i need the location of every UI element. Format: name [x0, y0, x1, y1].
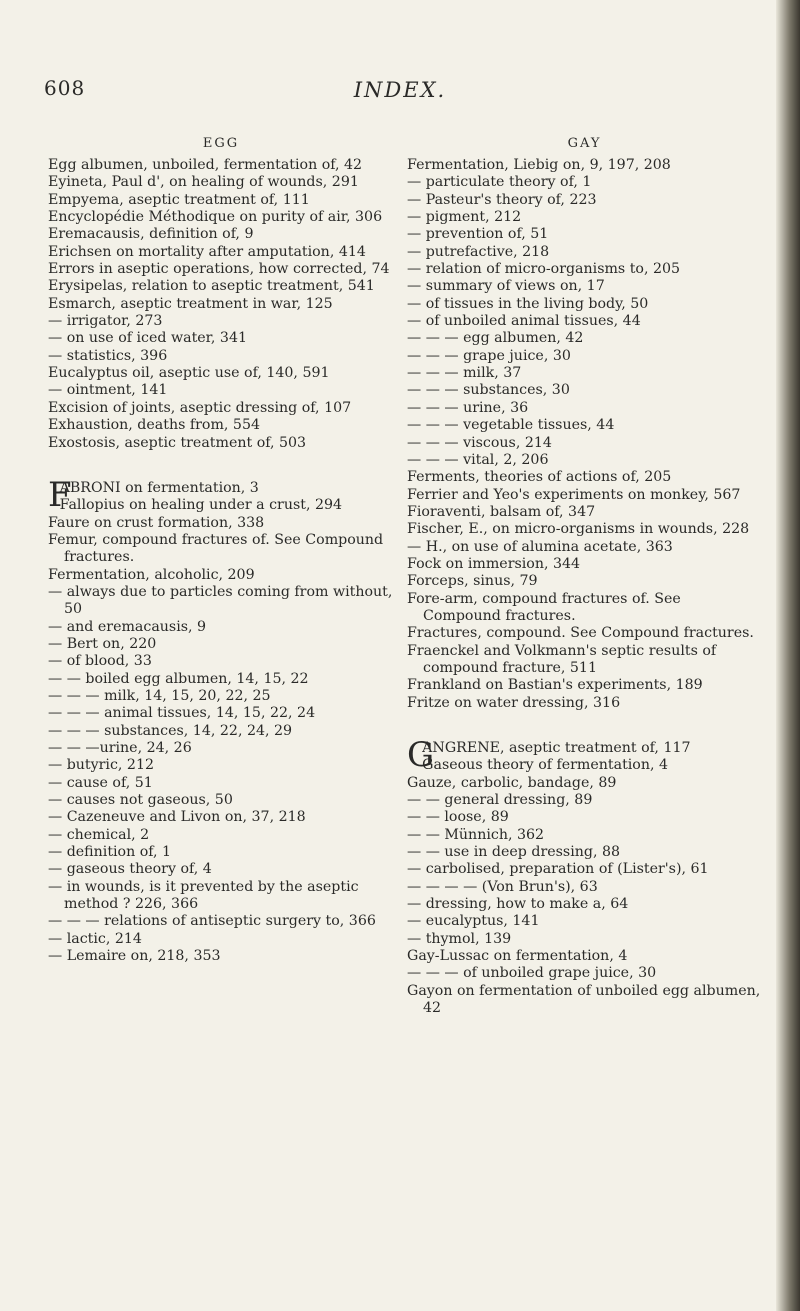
running-title: INDEX. — [353, 78, 447, 102]
e-entries — [48, 157, 394, 452]
index-entry: — — — milk, 14, 15, 20, 22, 25 — [48, 687, 271, 704]
index-entry: — Bert on, 220 — [48, 635, 157, 652]
index-entry: — of unboiled animal tissues, 44 — [407, 313, 641, 330]
page-edge-shadow — [776, 0, 800, 1311]
index-entry: Eremacausis, definition of, 9 — [48, 226, 254, 243]
index-entry: — lactic, 214 — [48, 930, 142, 947]
index-entry: Fritze on water dressing, 316 — [407, 694, 621, 711]
index-entry: Fraenckel and Volkmann's septic results of compound fracture, 511 — [407, 642, 717, 676]
index-entry: — — — of unboiled grape juice, 30 — [407, 965, 657, 982]
index-entry: — — — substances, 30 — [407, 382, 570, 399]
index-entry: Fore-arm, compound fractures of. See Compound fractures. — [407, 590, 681, 624]
index-entry: Fioraventi, balsam of, 347 — [407, 503, 596, 520]
index-entry: — — boiled egg albumen, 14, 15, 22 — [48, 670, 309, 687]
index-entry: Frankland on Bastian's experiments, 189 — [407, 677, 703, 694]
index-entry: — gaseous theory of, 4 — [48, 861, 212, 878]
index-entry: — butyric, 212 — [48, 757, 154, 774]
f-section — [48, 474, 394, 966]
index-entry: Gaseous theory of fermentation, 4 — [422, 757, 669, 774]
index-entry: Encyclopédie Méthodique on purity of air, 306 — [48, 209, 383, 226]
index-entry: — in wounds, is it prevented by the aseptic method ? 226, 366 — [48, 878, 359, 913]
index-entry: Forceps, sinus, 79 — [407, 573, 538, 590]
index-entry: — — general dressing, 89 — [407, 792, 593, 809]
index-entry: — prevention of, 51 — [407, 226, 549, 243]
index-entry: Exhaustion, deaths from, 554 — [48, 417, 261, 434]
index-entry: Exostosis, aseptic treatment of, 503 — [48, 434, 307, 451]
index-entry: — Pasteur's theory of, 223 — [407, 191, 597, 208]
index-entry: — and eremacausis, 9 — [48, 618, 207, 635]
right-column — [407, 136, 762, 1018]
dropcap-g: G — [407, 735, 435, 775]
index-entry: Fermentation, Liebig on, 9, 197, 208 — [407, 157, 671, 173]
index-entry: Egg albumen, unboiled, fermentation of, 42 — [48, 157, 363, 173]
index-entry: Fock on immersion, 344 — [407, 555, 581, 572]
index-entry: Ferments, theories of actions of, 205 — [407, 469, 672, 486]
index-entry: — statistics, 396 — [48, 347, 168, 364]
index-entry: — — loose, 89 — [407, 809, 509, 826]
index-entry: — irrigator, 273 — [48, 313, 163, 330]
column-heading-left: EGG — [202, 136, 240, 151]
index-entry: Erysipelas, relation to aseptic treatment, 541 — [48, 278, 375, 295]
index-entry: — — — relations of antiseptic surgery to, 366 — [48, 913, 376, 930]
index-entry: — — — vital, 2, 206 — [407, 451, 549, 468]
index-entry: — pigment, 212 — [407, 209, 522, 226]
index-entry: — summary of views on, 17 — [407, 278, 605, 295]
index-entry: Eucalyptus oil, aseptic use of, 140, 591 — [48, 365, 330, 382]
index-entry: Errors in aseptic operations, how corrected, 74 — [48, 261, 390, 278]
index-entry: — — — viscous, 214 — [407, 434, 552, 451]
index-entry: — — — egg albumen, 42 — [407, 330, 584, 347]
g-entries — [407, 735, 762, 1018]
index-entry: Fischer, E., on micro-organisms in wounds, 228 — [407, 521, 750, 538]
index-entry: Erichsen on mortality after amputation, 414 — [48, 243, 366, 260]
index-entry: Esmarch, aseptic treatment in war, 125 — [48, 295, 333, 312]
index-entry: — — — urine, 36 — [407, 399, 529, 416]
index-entry: Fractures, compound. See Compound fractures. — [407, 625, 754, 642]
f-entries — [48, 474, 394, 966]
index-entry: — causes not gaseous, 50 — [48, 792, 233, 809]
index-entry: — — — grape juice, 30 — [407, 347, 571, 364]
left-column — [48, 136, 394, 965]
dropcap-f: F — [48, 474, 72, 515]
index-entry: — — —urine, 24, 26 — [48, 740, 192, 756]
index-entry: — putrefactive, 218 — [407, 243, 550, 260]
index-entry: — — use in deep dressing, 88 — [407, 844, 621, 861]
index-entry: — — — — (Von Brun's), 63 — [407, 878, 598, 895]
index-entry: — relation of micro-organisms to, 205 — [407, 261, 681, 278]
g-section — [407, 735, 762, 1018]
index-entry: — on use of iced water, 341 — [48, 330, 248, 347]
page-number: 608 — [44, 76, 86, 100]
index-entry: — ointment, 141 — [48, 382, 168, 399]
index-entry: — of blood, 33 — [48, 653, 152, 670]
index-entry: — H., on use of alumina acetate, 363 — [407, 538, 673, 555]
index-entry: — eucalyptus, 141 — [407, 913, 540, 930]
index-entry: Femur, compound fractures of. See Compound fractures. — [48, 531, 384, 566]
index-entry: — particulate theory of, 1 — [407, 174, 592, 191]
index-entry: — chemical, 2 — [48, 826, 150, 843]
index-entry: — — — animal tissues, 14, 15, 22, 24 — [48, 705, 316, 722]
index-entry: — — — vegetable tissues, 44 — [407, 417, 615, 434]
fermentation-entries — [407, 157, 762, 712]
index-entry: — carbolised, preparation of (Lister's), 61 — [407, 861, 709, 878]
index-entry: Excision of joints, aseptic dressing of, 107 — [48, 399, 352, 416]
index-entry: — cause of, 51 — [48, 774, 153, 791]
index-entry: Gay-Lussac on fermentation, 4 — [407, 948, 628, 965]
index-entry: ABRONI on fermentation, 3 — [59, 479, 259, 496]
index-entry: Gauze, carbolic, bandage, 89 — [407, 774, 617, 791]
index-entry: — dressing, how to make a, 64 — [407, 896, 629, 913]
index-entry: ANGRENE, aseptic treatment of, 117 — [422, 740, 691, 756]
index-entry: Eyineta, Paul d', on healing of wounds, 291 — [48, 174, 359, 191]
index-entry: — always due to particles coming from without, 50 — [48, 583, 393, 618]
index-entry: Fallopius on healing under a crust, 294 — [59, 497, 343, 514]
index-entry: — — — milk, 37 — [407, 365, 522, 382]
index-entry: — — Münnich, 362 — [407, 826, 545, 843]
index-entry: Gayon on fermentation of unboiled egg albumen, 42 — [407, 982, 761, 1017]
index-entry: Faure on crust formation, 338 — [48, 514, 265, 531]
index-entry: — definition of, 1 — [48, 844, 172, 861]
index-entry: Empyema, aseptic treatment of, 111 — [48, 191, 310, 208]
index-entry: Ferrier and Yeo's experiments on monkey, 567 — [407, 486, 741, 503]
index-entry: Fermentation, alcoholic, 209 — [48, 566, 255, 583]
index-entry: — of tissues in the living body, 50 — [407, 295, 649, 312]
index-entry: — — — substances, 14, 22, 24, 29 — [48, 722, 293, 739]
column-heading-right: GAY — [567, 136, 602, 151]
index-entry: — Cazeneuve and Livon on, 37, 218 — [48, 809, 306, 826]
index-entry: — Lemaire on, 218, 353 — [48, 948, 221, 965]
index-entry: — thymol, 139 — [407, 930, 512, 947]
